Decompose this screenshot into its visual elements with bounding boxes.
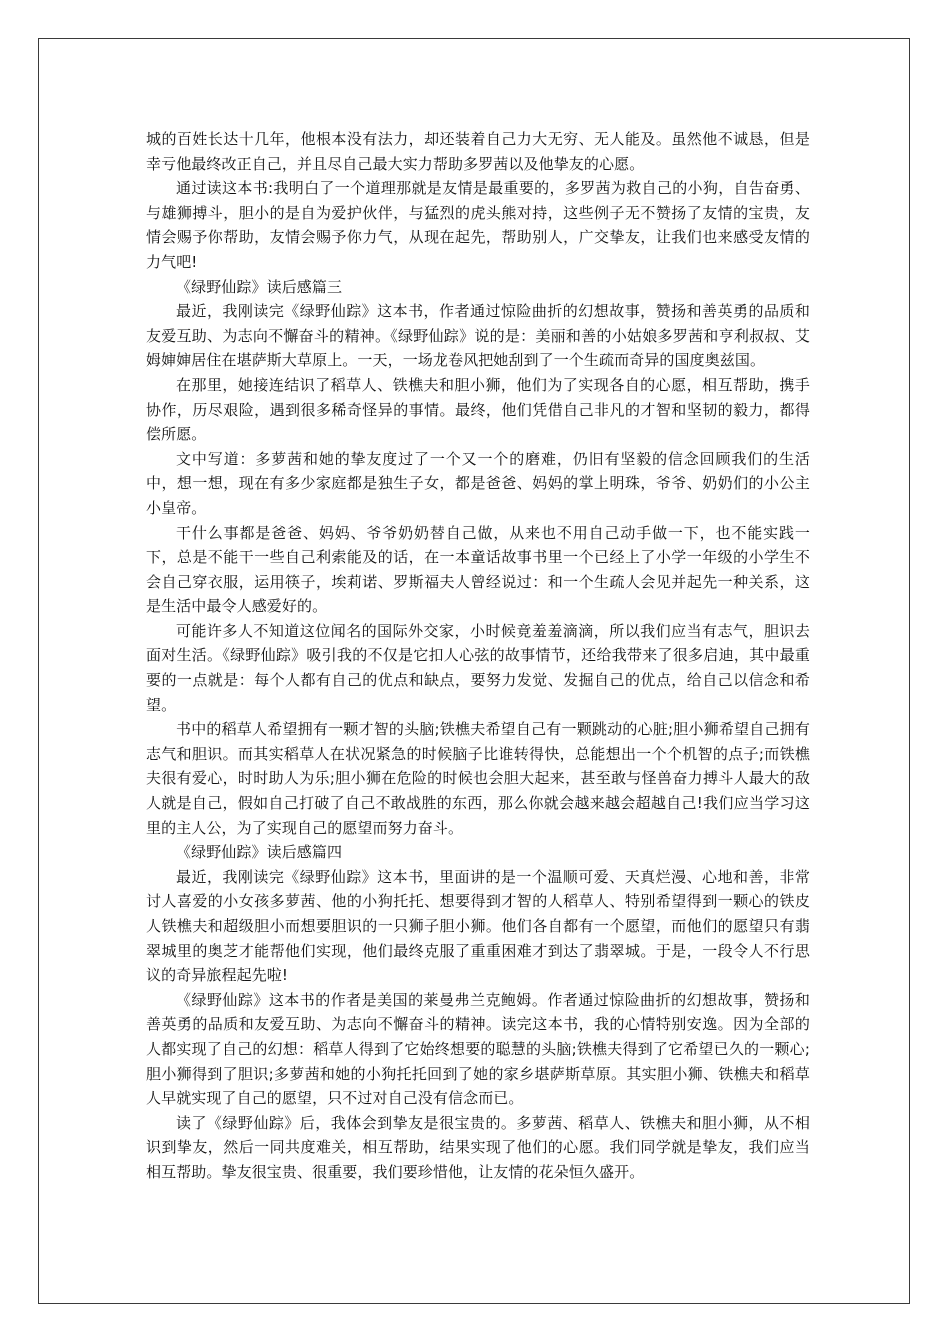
paragraph: 最近，我刚读完《绿野仙踪》这本书，作者通过惊险曲折的幻想故事，赞扬和善英勇的品质和友爱互助、为志向不懈奋斗的精神。《绿野仙踪》说的是：美丽和善的小姑娘多罗茜和亨利叔叔、艾姆婶婶居住在堪萨斯大草原上。一天，一场龙卷风把她刮到了一个生疏而奇异的国度奥兹国。	[146, 302, 810, 370]
section-heading: 《绿野仙踪》读后感篇三	[176, 277, 343, 296]
paragraph: 通过读这本书:我明白了一个道理那就是友情是最重要的，多罗茜为救自己的小狗，自告奋勇、与雄狮搏斗，胆小的是自为爱护伙伴，与猛烈的虎头熊对持，这些例子无不赞扬了友情的宝贵，友情会赐予你帮助，友情会赐予你力气，从现在起先，帮助别人，广交挚友，让我们也来感受友情的力气吧!	[146, 179, 810, 271]
document-body	[146, 127, 810, 1185]
paragraph: 在那里，她接连结识了稻草人、铁樵夫和胆小狮，他们为了实现各自的心愿，相互帮助，携手协作，历尽艰险，遇到很多稀奇怪异的事情。最终，他们凭借自己非凡的才智和坚韧的毅力，都得偿所愿。	[146, 375, 810, 444]
paragraph: 读了《绿野仙踪》后，我体会到挚友是很宝贵的。多萝茜、稻草人、铁樵夫和胆小狮，从不相识到挚友，然后一同共度难关，相互帮助，结果实现了他们的心愿。我们同学就是挚友，我们应当相互帮助。挚友很宝贵、很重要，我们要珍惜他，让友情的花朵恒久盛开。	[146, 1113, 810, 1181]
paragraph: 文中写道：多萝茜和她的挚友度过了一个又一个的磨难，仍旧有坚毅的信念回顾我们的生活中，想一想，现在有多少家庭都是独生子女，都是爸爸、妈妈的掌上明珠，爷爷、奶奶们的小公主小皇帝。	[146, 449, 810, 517]
paragraph-continued: 城的百姓长达十几年，他根本没有法力，却还装着自己力大无穷、无人能及。虽然他不诚恳，但是幸亏他最终改正自己，并且尽自己最大实力帮助多罗茜以及他挚友的心愿。	[146, 130, 810, 173]
paragraph: 《绿野仙踪》这本书的作者是美国的莱曼弗兰克鲍姆。作者通过惊险曲折的幻想故事，赞扬和善英勇的品质和友爱互助、为志向不懈奋斗的精神。读完这本书，我的心情特别安逸。因为全部的人都实现了自己的幻想：稻草人得到了它始终想要的聪慧的头脑;铁樵夫得到了它希望已久的一颗心;胆小狮得到了胆识;多萝茜和她的小狗托托回到了她的家乡堪萨斯草原。其实胆小狮、铁樵夫和稻草人早就实现了自己的愿望，只不过对自己没有信念而已。	[146, 990, 810, 1108]
section-heading: 《绿野仙踪》读后感篇四	[176, 843, 343, 862]
paragraph: 干什么事都是爸爸、妈妈、爷爷奶奶替自己做，从来也不用自己动手做一下，也不能实践一下，总是不能干一些自己利索能及的话，在一本童话故事书里一个已经上了小学一年级的小学生不会自己穿衣服，运用筷子，埃莉诺、罗斯福夫人曾经说过：和一个生疏人会见并起先一种关系，这是生活中最令人感爱好的。	[146, 523, 810, 616]
paragraph: 可能许多人不知道这位闻名的国际外交家，小时候竟羞羞滴滴，所以我们应当有志气，胆识去面对生活。《绿野仙踪》吸引我的不仅是它扣人心弦的故事情节，还给我带来了很多启迪，其中最重要的一点就是：每个人都有自己的优点和缺点，要努力发觉、发掘自己的优点，给自己以信念和希望。	[146, 621, 810, 714]
paragraph: 最近，我刚读完《绿野仙踪》这本书，里面讲的是一个温顺可爱、天真烂漫、心地和善，非常讨人喜爱的小女孩多萝茜、他的小狗托托、想要得到才智的人稻草人、特别希望得到一颗心的铁皮人铁樵夫和超级胆小而想要胆识的一只狮子胆小狮。他们各自都有一个愿望，而他们的愿望只有翡翠城里的奥芝才能帮他们实现，他们最终克服了重重困难才到达了翡翠城。于是，一段令人不行思议的奇异旅程起先啦!	[146, 867, 810, 985]
paragraph: 书中的稻草人希望拥有一颗才智的头脑;铁樵夫希望自己有一颗跳动的心脏;胆小狮希望自己拥有志气和胆识。而其实稻草人在状况紧急的时候脑子比谁转得快，总能想出一个个机智的点子;而铁樵夫很有爱心，时时助人为乐;胆小狮在危险的时候也会胆大起来，甚至敢与怪兽奋力搏斗人最大的敌人就是自己，假如自己打破了自己不敢战胜的东西，那么你就会越来越会超越自己!我们应当学习这里的主人公，为了实现自己的愿望而努力奋斗。	[146, 720, 810, 837]
